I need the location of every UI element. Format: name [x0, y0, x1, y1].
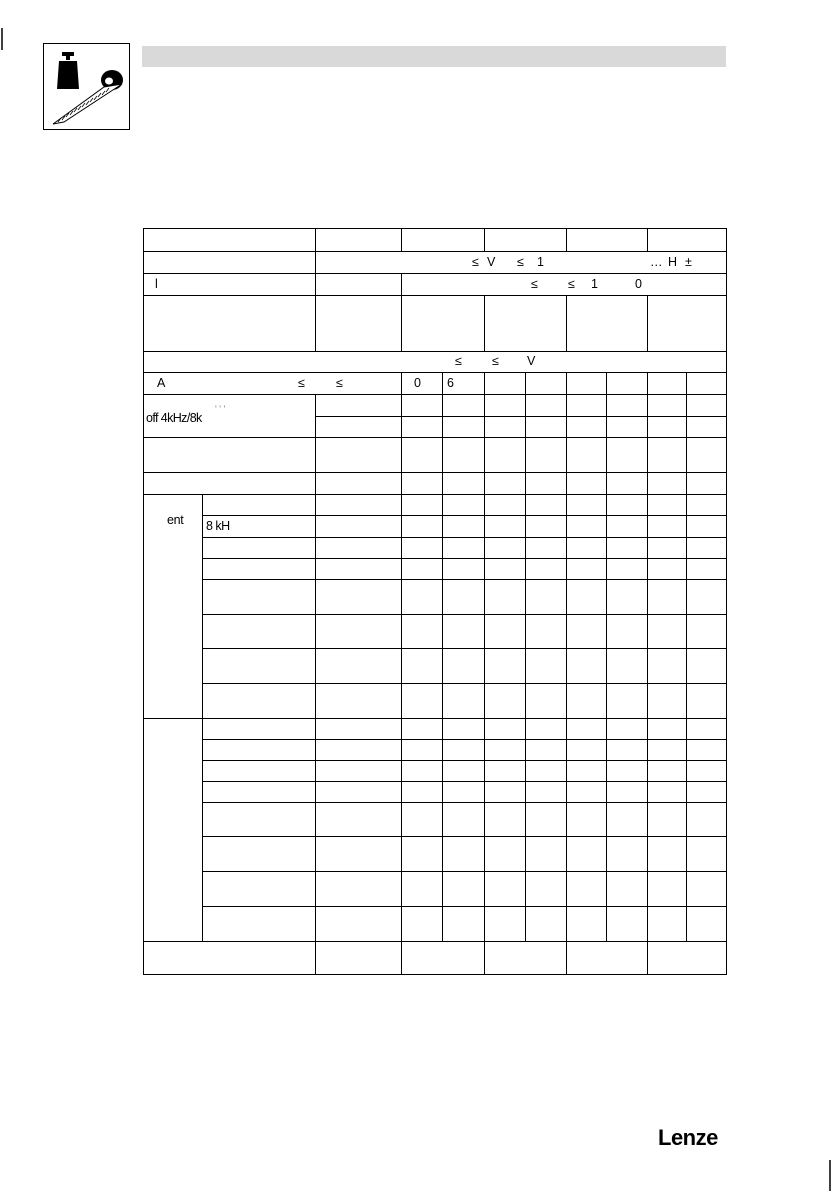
- brand-logo: Lenze: [658, 1125, 718, 1150]
- unit-hertz: H: [668, 255, 678, 269]
- leq-symbol: ≤: [517, 255, 524, 269]
- plus-minus-symbol: ±: [685, 255, 692, 269]
- unit-volt: V: [527, 354, 536, 368]
- value-text: 1: [591, 277, 598, 291]
- row-label: A: [157, 376, 166, 390]
- ellipsis-text: …: [650, 255, 663, 269]
- leq-symbol: ≤: [455, 354, 462, 368]
- group-label: ent: [167, 513, 184, 527]
- leq-symbol: ≤: [298, 376, 305, 390]
- leq-symbol: ≤: [568, 277, 575, 291]
- subrow-label: 8 kH: [206, 519, 230, 533]
- value-text: 6: [447, 376, 454, 390]
- leq-symbol: ≤: [531, 277, 538, 291]
- value-text: 0: [635, 277, 642, 291]
- value-text: 1: [537, 255, 544, 269]
- row-label: l: [155, 277, 158, 291]
- value-text: 0: [414, 376, 421, 390]
- faded-text: ' ' ': [215, 404, 226, 414]
- leq-symbol: ≤: [492, 354, 499, 368]
- leq-symbol: ≤: [472, 255, 479, 269]
- row-label: off 4kHz/8k: [146, 411, 202, 425]
- unit-volt: V: [487, 255, 496, 269]
- leq-symbol: ≤: [336, 376, 343, 390]
